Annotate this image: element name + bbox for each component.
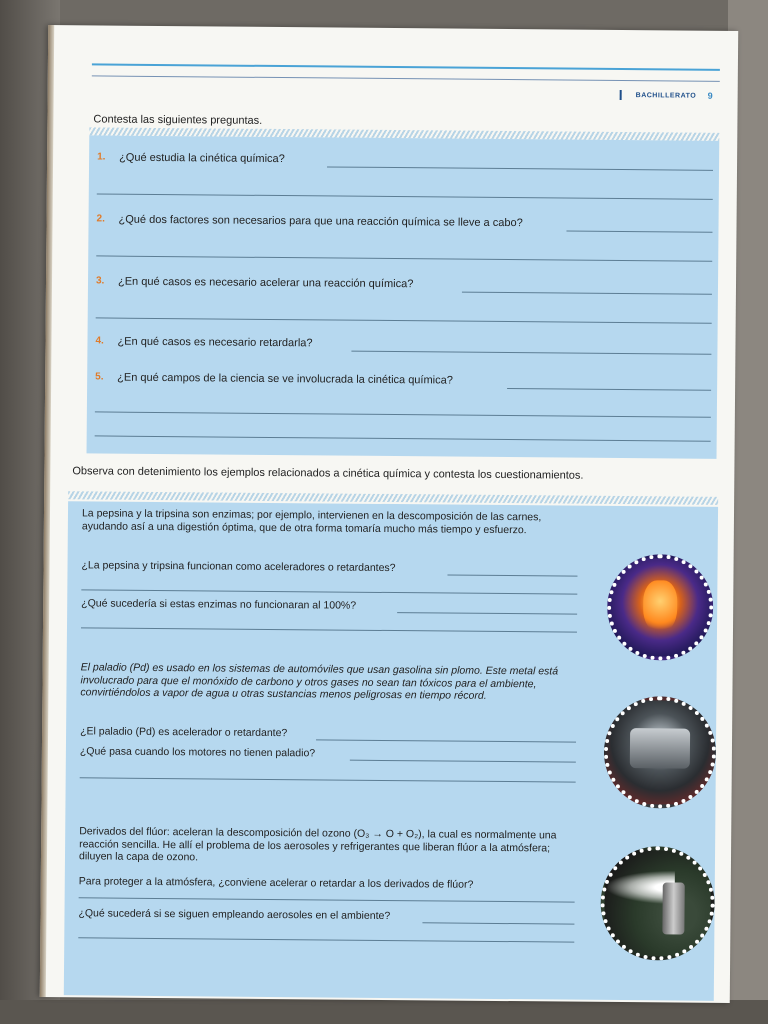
header-rule — [92, 63, 720, 70]
example-paragraph: El paladio (Pd) es usado en los sistemas de automóviles que usan gasolina sin plomo. Este metal está involucrado para que el monóxido de carbono y otros gases no sean tan tóxicos para el ambiente, convirtiéndolos a vapor de agua u otras sustancias menos peligrosas en tiempo récord. — [80, 661, 559, 702]
question-number: 4. — [95, 335, 104, 347]
answer-line[interactable] — [81, 627, 577, 632]
background-bottom — [0, 1000, 768, 1024]
answer-line[interactable] — [566, 231, 712, 233]
question-3 — [88, 275, 718, 291]
question-4 — [88, 335, 718, 350]
answer-line[interactable] — [95, 411, 711, 417]
header-section-label: BACHILLERATO — [635, 92, 697, 100]
observe-instruction: Observa con detenimiento los ejemplos relacionados a cinética química y contesta los cuestionamientos. — [72, 465, 584, 482]
aerosol-can-icon — [662, 882, 684, 934]
questions-panel — [87, 135, 720, 458]
answer-line[interactable] — [316, 739, 576, 742]
question-1 — [89, 151, 719, 166]
answer-line[interactable] — [327, 166, 713, 170]
answer-line[interactable] — [95, 435, 711, 441]
example-question: ¿Qué pasa cuando los motores no tienen paladio? — [79, 745, 316, 760]
example-question: ¿Qué sucederá si se siguen empleando aerosoles en el ambiente? — [78, 907, 391, 923]
answer-line[interactable] — [350, 760, 576, 763]
header-rule-secondary — [92, 75, 720, 81]
answer-line[interactable] — [97, 193, 713, 199]
questions-instruction: Contesta las siguientes preguntas. — [93, 113, 263, 127]
answer-line[interactable] — [422, 922, 574, 924]
example-question: Para proteger a la atmósfera, ¿conviene acelerar o retardar a los derivados de flúor? — [78, 875, 474, 891]
example-paragraph: La pepsina y la tripsina son enzimas; por ejemplo, intervienen en la descomposición de las carnes, ayudando así a una digestión óptima, que de otra forma tomaría mucho más tiempo y esfuerzo. — [81, 507, 542, 536]
answer-line[interactable] — [507, 388, 711, 391]
question-number: 1. — [97, 151, 106, 163]
digestive-system-image — [607, 554, 714, 661]
answer-line[interactable] — [81, 589, 577, 594]
question-text: ¿En qué casos es necesario retardarla? — [117, 335, 313, 350]
answer-line[interactable] — [80, 777, 576, 782]
workbook-page — [40, 25, 738, 1003]
answer-line[interactable] — [462, 292, 712, 295]
answer-line[interactable] — [79, 897, 575, 902]
question-text: ¿En qué casos es necesario acelerar una reacción química? — [117, 275, 414, 291]
example-question: ¿El paladio (Pd) es acelerador o retardante? — [80, 725, 288, 740]
answer-line[interactable] — [351, 351, 711, 355]
question-text: ¿Qué estudia la cinética química? — [119, 151, 285, 166]
answer-line[interactable] — [397, 612, 577, 615]
question-5 — [87, 371, 717, 387]
page-number: 9 — [707, 90, 713, 101]
example-paragraph: Derivados del flúor: aceleran la descomposición del ozono (O₃ → O + O₂), la cual es normalmente una reacción sencilla. He allí el problema de los aerosoles y refrigerantes que liberan flúor a la atmósfera; diluyen la capa de ozono. — [78, 825, 557, 864]
header-separator — [620, 90, 622, 100]
question-number: 2. — [96, 213, 105, 225]
answer-line[interactable] — [96, 317, 712, 323]
car-engine-icon — [630, 728, 690, 769]
question-number: 5. — [95, 371, 104, 383]
question-text: ¿Qué dos factores son necesarios para que una reacción química se lleve a cabo? — [118, 213, 523, 230]
question-text: ¿En qué campos de la ciencia se ve involucrada la cinética química? — [117, 371, 453, 387]
answer-line[interactable] — [96, 255, 712, 261]
digestive-system-icon — [643, 580, 677, 632]
aerosol-image — [600, 846, 715, 961]
answer-line[interactable] — [447, 575, 577, 577]
answer-line[interactable] — [78, 937, 574, 942]
examples-panel — [64, 501, 718, 1001]
example-question: ¿Qué sucedería si estas enzimas no funcionaran al 100%? — [81, 597, 357, 612]
question-number: 3. — [95, 275, 105, 287]
question-2 — [89, 213, 719, 230]
example-question: ¿La pepsina y tripsina funcionan como aceleradores o retardantes? — [81, 559, 396, 575]
car-engine-image — [603, 696, 716, 809]
